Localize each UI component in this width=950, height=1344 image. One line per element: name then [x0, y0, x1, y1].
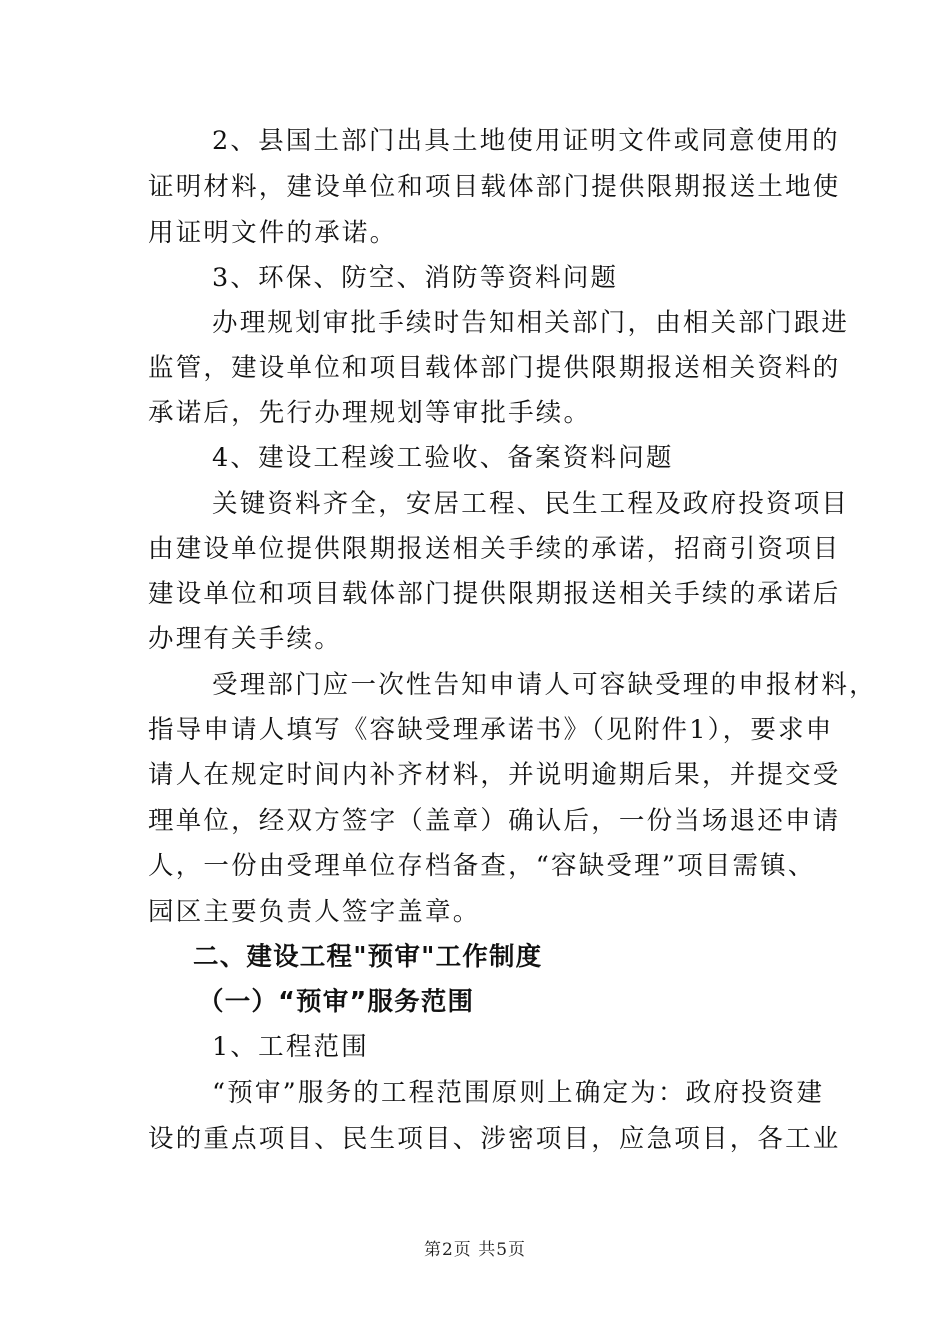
body-line-16: 理单位，经双方签字（盖章）确认后，一份当场退还申请	[148, 806, 841, 836]
body-line-15: 请人在规定时间内补齐材料，并说明逾期后果，并提交受	[148, 760, 841, 790]
body-line-6: 监管，建设单位和项目载体部门提供限期报送相关资料的	[148, 353, 841, 383]
body-line-17: 人，一份由受理单位存档备查，“容缺受理”项目需镇、	[148, 851, 816, 881]
body-line-14: 指导申请人填写《容缺受理承诺书》（见附件1），要求申	[148, 715, 834, 745]
subheading-completion: 4、建设工程竣工验收、备案资料问题	[212, 443, 674, 473]
body-line-5: 办理规划审批手续时告知相关部门，由相关部门跟进	[212, 308, 850, 338]
page-footer: 第2页 共5页	[423, 1240, 527, 1260]
body-line-1: 2、县国土部门出具土地使用证明文件或同意使用的	[212, 126, 840, 156]
body-line-10: 由建设单位提供限期报送相关手续的承诺，招商引资项目	[148, 534, 841, 564]
subheading-environment: 3、环保、防空、消防等资料问题	[212, 263, 619, 293]
subsection-heading-scope: （一）“预审”服务范围	[198, 987, 475, 1017]
body-line-7: 承诺后，先行办理规划等审批手续。	[148, 398, 592, 428]
body-line-13: 受理部门应一次性告知申请人可容缺受理的申报材料，	[212, 670, 877, 700]
body-line-22: “预审”服务的工程范围原则上确定为：政府投资建	[212, 1078, 825, 1108]
subheading-project-scope: 1、工程范围	[212, 1032, 369, 1062]
body-line-18: 园区主要负责人签字盖章。	[148, 897, 481, 927]
body-line-11: 建设单位和项目载体部门提供限期报送相关手续的承诺后	[148, 579, 841, 609]
body-line-9: 关键资料齐全，安居工程、民生工程及政府投资项目	[212, 489, 850, 519]
body-line-23: 设的重点项目、民生项目、涉密项目，应急项目，各工业	[148, 1124, 841, 1154]
body-line-12: 办理有关手续。	[148, 624, 342, 654]
body-line-3: 用证明文件的承诺。	[148, 218, 398, 248]
section-heading-preaudit: 二、建设工程"预审"工作制度	[193, 942, 543, 972]
body-line-2: 证明材料，建设单位和项目载体部门提供限期报送土地使	[148, 172, 841, 202]
